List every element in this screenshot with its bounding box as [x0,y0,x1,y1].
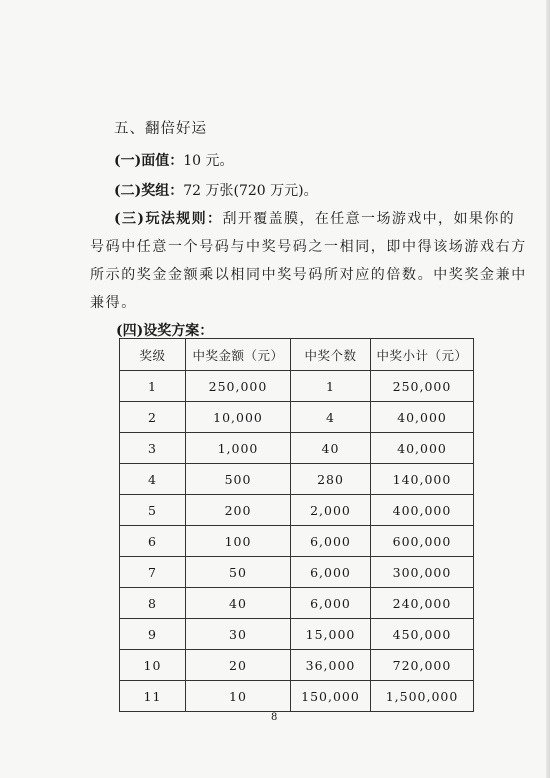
rules-text-1: 刮开覆盖膜，在任意一场游戏中，如果你的 [222,211,516,227]
header-level: 奖级 [120,339,186,371]
rules-line-3: 所示的奖金金额乘以相同中奖号码所对应的倍数。中奖奖金兼中 [90,267,527,283]
cell-amount: 250,000 [186,371,291,402]
cell-subtotal: 250,000 [371,371,474,402]
cell-amount: 30 [186,619,291,650]
cell-amount: 40 [186,588,291,619]
table-row [120,433,474,464]
header-count: 中奖个数 [291,339,371,371]
prize-table [119,338,474,712]
cell-amount: 50 [186,557,291,588]
cell-level: 8 [120,588,186,619]
cell-amount: 100 [186,526,291,557]
table-row [120,402,474,433]
page-number: 8 [271,712,278,723]
cell-subtotal: 400,000 [371,495,474,526]
cell-count: 2,000 [291,495,371,526]
section-title: 五、翻倍好运 [114,121,207,137]
cell-subtotal: 720,000 [371,650,474,681]
table-row [120,588,474,619]
table-row [120,464,474,495]
cell-amount: 20 [186,650,291,681]
cell-subtotal: 40,000 [371,402,474,433]
cell-amount: 10 [186,681,291,712]
cell-level: 5 [120,495,186,526]
cell-level: 1 [120,371,186,402]
cell-count: 6,000 [291,557,371,588]
cell-subtotal: 40,000 [371,433,474,464]
table-row [120,681,474,712]
cell-level: 11 [120,681,186,712]
cell-subtotal: 1,500,000 [371,681,474,712]
cell-amount: 1,000 [186,433,291,464]
table-row [120,557,474,588]
prize-table-header [120,339,474,371]
group-label: (二)奖组： [114,183,184,199]
cell-count: 1 [291,371,371,402]
face-value-line [114,150,234,170]
table-row [120,619,474,650]
table-row [120,495,474,526]
cell-count: 4 [291,402,371,433]
table-row [120,371,474,402]
cell-subtotal: 450,000 [371,619,474,650]
cell-amount: 200 [186,495,291,526]
scheme-label: (四)设奖方案： [116,323,214,339]
cell-level: 3 [120,433,186,464]
cell-count: 150,000 [291,681,371,712]
cell-subtotal: 300,000 [371,557,474,588]
cell-level: 2 [120,402,186,433]
cell-subtotal: 140,000 [371,464,474,495]
face-value-text: 10 元。 [183,153,234,169]
cell-subtotal: 600,000 [371,526,474,557]
table-row [120,650,474,681]
rules-label: (三)玩法规则： [114,211,223,227]
rules-line-2: 号码中任意一个号码与中奖号码之一相同，即中得该场游戏右方 [90,239,527,255]
table-row [120,526,474,557]
cell-level: 7 [120,557,186,588]
cell-level: 6 [120,526,186,557]
cell-level: 9 [120,619,186,650]
cell-level: 4 [120,464,186,495]
page-edge-shadow [546,0,550,778]
scheme-heading [116,320,213,340]
header-amount: 中奖金额（元） [186,339,291,371]
cell-count: 40 [291,433,371,464]
group-line [114,180,318,200]
cell-amount: 10,000 [186,402,291,433]
rules-line-1 [114,208,515,228]
header-subtotal: 中奖小计（元） [371,339,474,371]
cell-level: 10 [120,650,186,681]
cell-amount: 500 [186,464,291,495]
face-value-label: (一)面值： [114,153,184,169]
cell-count: 6,000 [291,588,371,619]
cell-count: 36,000 [291,650,371,681]
group-text: 72 万张(720 万元)。 [183,183,318,199]
cell-count: 15,000 [291,619,371,650]
rules-line-4: 兼得。 [90,295,137,311]
cell-count: 6,000 [291,526,371,557]
cell-subtotal: 240,000 [371,588,474,619]
cell-count: 280 [291,464,371,495]
